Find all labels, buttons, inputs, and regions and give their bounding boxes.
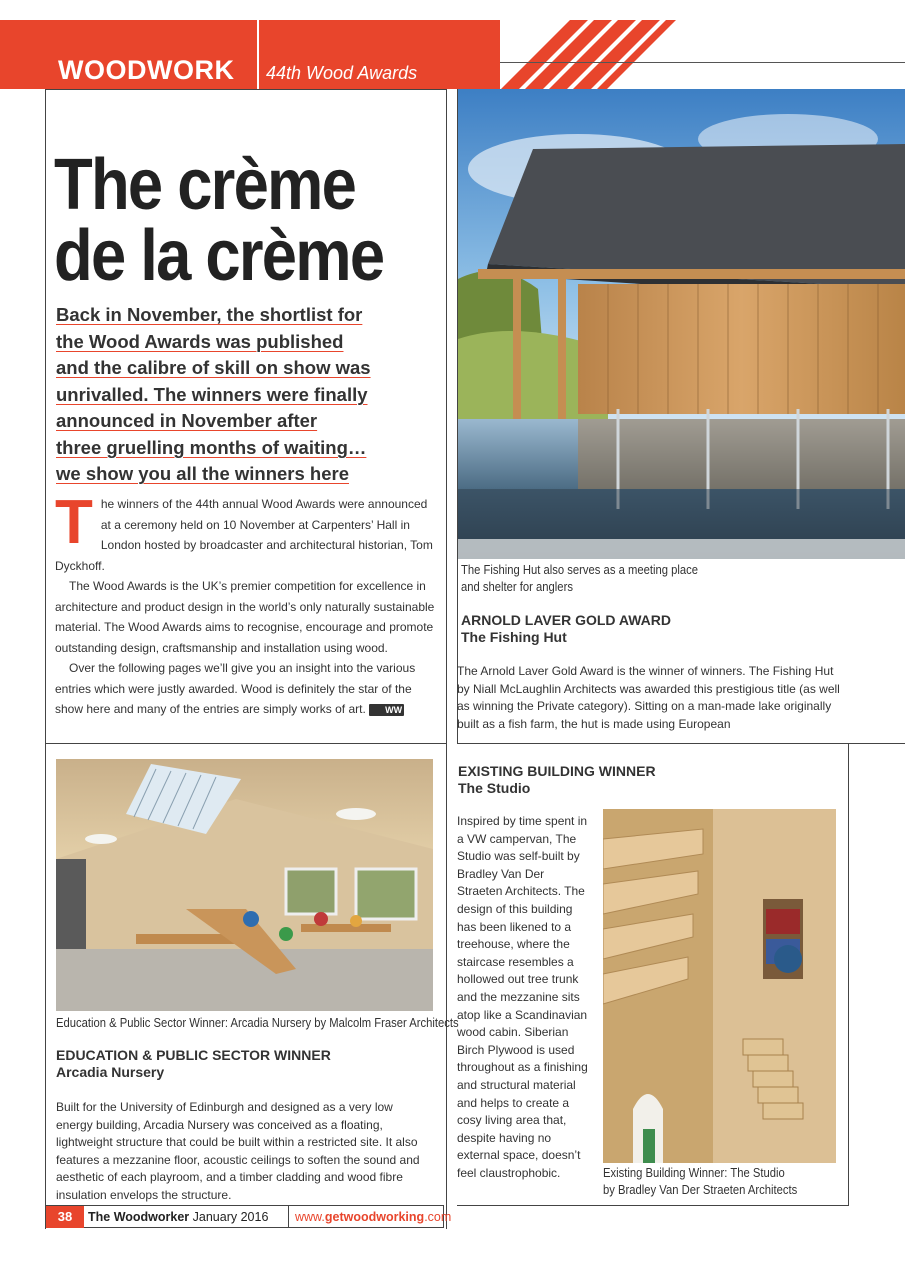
header-rule (500, 62, 905, 63)
section-title: WOODWORK (58, 55, 235, 85)
website-link[interactable] (288, 1206, 451, 1228)
award-project: Arcadia Nursery (56, 1064, 165, 1080)
intro-paragraph-1: he winners of the 44th annual Wood Awards were announced at a ceremony held on 10 November at Carpenters’ Hall in London hosted by broadcaster and architectural historian, Tom Dyckhoff. (55, 497, 433, 573)
url-domain: getwoodworking (324, 1210, 425, 1224)
caption-line: The Fishing Hut also serves as a meeting place (461, 563, 698, 577)
url-prefix: www. (295, 1210, 325, 1224)
frame-divider-left (45, 743, 447, 744)
fishing-hut-heading (461, 612, 671, 646)
fishing-hut-photo (458, 89, 905, 559)
arcadia-nursery-caption: Education & Public Sector Winner: Arcadia Nursery by Malcolm Fraser Architects (56, 1016, 459, 1030)
url-suffix: .com (424, 1210, 452, 1224)
magazine-credit (88, 1206, 268, 1228)
arcadia-nursery-body: Built for the University of Edinburgh and designed as a very low energy building, Arcadia Nursery was conceived as a floating, lightweight structure that could be built within a restricted site. It also features a mezzanine floor, acoustic ceilings to soften the sound and aesthetic of each playroom, and a timber cladding and wood fibre insulation envelops the structure. (56, 1100, 420, 1202)
frame-divider-right (457, 743, 905, 744)
page-number: 38 (46, 1206, 84, 1228)
intro-paragraph-2: The Wood Awards is the UK’s premier competition for excellence in architecture and product design in the world’s only naturally sustainable material. The Wood Awards aims to recognise, encourage and promote outstanding design, craftsmanship and installation using wood. (55, 579, 435, 655)
arcadia-nursery-heading (56, 1047, 331, 1081)
studio-body: Inspired by time spent in a VW campervan, The Studio was self-built by Bradley Van Der Straeten Architects. The design of this building has been likened to a treehouse, where the staircase resembles a hollowed out tree trunk and the mezzanine sits atop like a Scandinavian wood cabin. Siberian Birch Plywood is used throughout as a finishing and structural material and helps to create a cosy living area that, despite having no external space, doesn’t feel claustrophobic. (457, 814, 588, 1180)
title-line-1: The crème (54, 145, 356, 225)
caption-line: and shelter for anglers (461, 580, 573, 594)
intro-paragraph-3 (55, 658, 435, 720)
frame-mid (446, 89, 447, 1229)
standfirst (56, 302, 436, 488)
award-project: The Studio (458, 780, 531, 796)
award-name: EXISTING BUILDING WINNER (458, 763, 656, 779)
drop-cap: T (55, 488, 93, 557)
title-line-2: de la crème (54, 216, 384, 296)
header-divider (257, 20, 259, 89)
frame-right-bottom (848, 743, 849, 1205)
magazine-name: The Woodworker (88, 1210, 190, 1224)
frame-top (45, 89, 447, 90)
standfirst-line: we show you all the winners here (56, 463, 349, 484)
section-subtitle: 44th Wood Awards (266, 63, 418, 83)
standfirst-line: the Wood Awards was published (56, 330, 344, 352)
award-project: The Fishing Hut (461, 629, 567, 645)
end-mark-icon: WW (369, 704, 404, 716)
award-name: ARNOLD LAVER GOLD AWARD (461, 612, 671, 628)
standfirst-line: unrivalled. The winners were finally (56, 383, 368, 405)
award-name: EDUCATION & PUBLIC SECTOR WINNER (56, 1047, 331, 1063)
studio-caption (603, 1165, 797, 1199)
standfirst-line: and the calibre of skill on show was (56, 357, 371, 378)
caption-line: Existing Building Winner: The Studio (603, 1166, 785, 1180)
page-title (54, 145, 406, 296)
arcadia-nursery-photo (56, 759, 433, 1011)
fishing-hut-caption (461, 562, 698, 596)
banner-stripes (480, 20, 680, 90)
intro-paragraph-3-text: Over the following pages we’ll give you an insight into the various entries which were justly awarded. Wood is definitely the star of the show here and many of the entries are simply works of art. (55, 661, 416, 716)
caption-line: by Bradley Van Der Straeten Architects (603, 1183, 798, 1197)
standfirst-line: announced in November after (56, 410, 318, 431)
studio-photo (603, 809, 836, 1163)
fishing-hut-body: The Arnold Laver Gold Award is the winner of winners. The Fishing Hut by Niall McLaughlin Architects was awarded this prestigious title (as well as winning the Private category). Sitting on a man-made lake originally built as a fish farm, the hut is made using European (457, 664, 840, 731)
frame-left (45, 89, 46, 1229)
intro-body (55, 488, 435, 720)
standfirst-line: three gruelling months of waiting… (56, 436, 367, 458)
magazine-issue: January 2016 (192, 1210, 269, 1224)
standfirst-line: Back in November, the shortlist for (56, 304, 363, 325)
studio-heading (458, 763, 656, 797)
frame-bottom-right (457, 1205, 849, 1206)
